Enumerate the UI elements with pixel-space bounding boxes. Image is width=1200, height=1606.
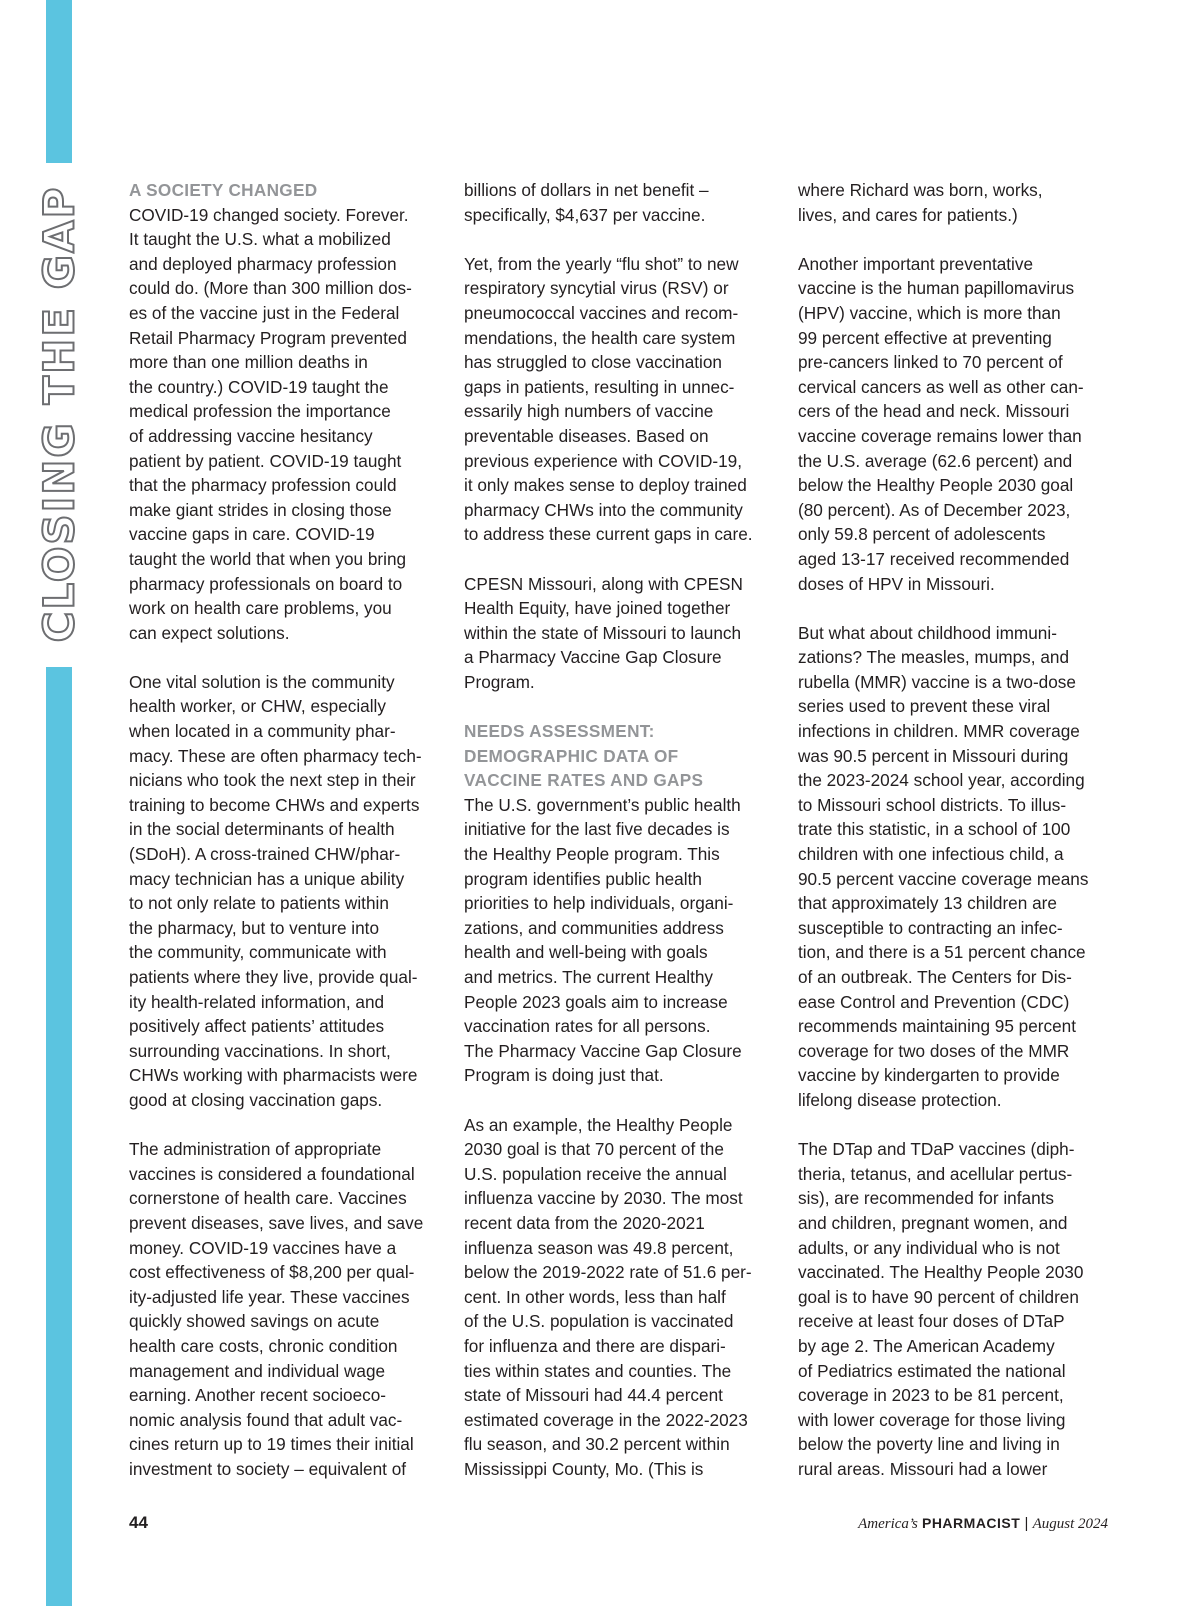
paragraph-text: The U.S. government’s public health initiative for the last five decades is the Healthy People program. This program identifies public health priorities to help individuals, organi- zations, and communities address health and well-being with goals and metrics. The current Healthy People 2023 goals aim to increase vaccination rates for all persons. The Pharmacy Vaccine Gap Closure Program is doing just that.	[464, 794, 742, 1086]
section-heading: A SOCIETY CHANGED	[129, 180, 318, 200]
section-heading: NEEDS ASSESSMENT: DEMOGRAPHIC DATA OF VACCINE RATES AND GAPS	[464, 721, 704, 791]
paragraph-text: billions of dollars in net benefit – specifically, $4,637 per vaccine.	[464, 180, 709, 225]
paragraph	[464, 719, 782, 1088]
footer-separator: |	[1024, 1515, 1029, 1532]
paragraph-text: The administration of appropriate vaccines is considered a foundational cornerstone of health care. Vaccines prevent diseases, save lives, and save money. COVID-19 vaccines have a cost effectiveness of $8,200 per qual- ity-adjusted life year. These vaccines quickly showed savings on acute health care costs, chronic condition management and individual wage earning. Another recent socioeco- nomic analysis found that adult vac- cines return up to 19 times their initial investment to society – equivalent of	[129, 1139, 424, 1479]
masthead	[858, 1515, 1108, 1533]
paragraph-text: where Richard was born, works, lives, and cares for patients.)	[798, 180, 1043, 225]
paragraph-text: As an example, the Healthy People 2030 goal is that 70 percent of the U.S. population receive the annual influenza vaccine by 2030. The most recent data from the 2020-2021 influenza season was 49.8 percent, below the 2019-2022 rate of 51.6 per- cent. In other words, less than half of the U.S. population is vaccinated for influenza and there are dispari- ties within states and counties. The state of Missouri had 44.4 percent estimated coverage in the 2022-2023 flu season, and 30.2 percent within Mississippi County, Mo. (This is	[464, 1114, 752, 1479]
magazine-name: PHARMACIST	[921, 1515, 1021, 1531]
paragraph	[129, 178, 447, 645]
paragraph-text: Another important preventative vaccine is the human papillomavirus (HPV) vaccine, which is more than 99 percent effective at preventing pre-cancers linked to 70 percent of cervical cancers as well as other can- cers of the head and neck. Missouri vaccine coverage remains lower than the U.S. average (62.6 percent) and below the Healthy People 2030 goal (80 percent). As of December 2023, only 59.8 percent of adolescents aged 13-17 received recommended doses of HPV in Missouri.	[798, 253, 1084, 594]
article-column-3	[798, 178, 1116, 1481]
section-title-text: CLOSING THE GAP	[34, 185, 84, 643]
page-footer	[0, 1513, 1200, 1543]
paragraph-text: CPESN Missouri, along with CPESN Health Equity, have joined together within the state of Missouri to launch a Pharmacy Vaccine Gap Closure Program.	[464, 573, 743, 692]
paragraph-text: COVID-19 changed society. Forever. It taught the U.S. what a mobilized and deployed pharmacy profession could do. (More than 300 million dos- es of the vaccine just in the Federal Retail Pharmacy Program prevented more than one million deaths in the country.) COVID-19 taught the medical profession the importance of addressing vaccine hesitancy patient by patient. COVID-19 taught that the pharmacy profession could make giant strides in closing those vaccine gaps in care. COVID-19 taught the world that when you bring pharmacy professionals on board to work on health care problems, you can expect solutions.	[129, 204, 412, 643]
paragraph-text: But what about childhood immuni- zations? The measles, mumps, and rubella (MMR) vaccine is a two-dose series used to prevent these viral infections in children. MMR coverage was 90.5 percent in Missouri during the 2023-2024 school year, according to Missouri school districts. To illus- trate this statistic, in a school of 100 children with one infectious child, a 90.5 percent vaccine coverage means that approximately 13 children are susceptible to contracting an infec- tion, and there is a 51 percent chance of an outbreak. The Centers for Dis- ease Control and Prevention (CDC) recommends maintaining 95 percent coverage for two doses of the MMR vaccine by kindergarten to provide lifelong disease protection.	[798, 622, 1089, 1110]
magazine-prefix: America’s	[858, 1516, 918, 1532]
accent-bar-bottom	[46, 667, 72, 1606]
accent-bar-top	[46, 0, 72, 163]
issue-date: August 2024	[1032, 1516, 1108, 1532]
paragraph-text: One vital solution is the community health worker, or CHW, especially when located in a community phar- macy. These are often pharmacy tech- nicians who took the next step in their training to become CHWs and experts in the social determinants of health (SDoH). A cross-trained CHW/phar- macy technician has a unique ability to not only relate to patients within the pharmacy, but to venture into the community, communicate with patients where they live, provide qual- ity health-related information, and positively affect patients’ attitudes surrounding vaccinations. In short, CHWs working with pharmacists were good at closing vaccination gaps.	[129, 671, 422, 1110]
article-column-1	[129, 178, 447, 1481]
article-column-2	[464, 178, 782, 1481]
paragraph-text: The DTap and TDaP vaccines (diph- theria, tetanus, and acellular pertus- sis), are recommended for infants and children, pregnant women, and adults, or any individual who is not vaccinated. The Healthy People 2030 goal is to have 90 percent of children receive at least four doses of DTaP by age 2. The American Academy of Pediatrics estimated the national coverage in 2023 to be 81 percent, with lower coverage for those living below the poverty line and living in rural areas. Missouri had a lower	[798, 1139, 1084, 1479]
paragraph-text: Yet, from the yearly “flu shot” to new respiratory syncytial virus (RSV) or pneumococcal vaccines and recom- mendations, the health care system has struggled to close vaccination gaps in patients, resulting in unnec- essarily high numbers of vaccine preventable diseases. Based on previous experience with COVID-19, it only makes sense to deploy trained pharmacy CHWs into the community to address these current gaps in care.	[464, 253, 753, 545]
page-number: 44	[129, 1513, 148, 1532]
